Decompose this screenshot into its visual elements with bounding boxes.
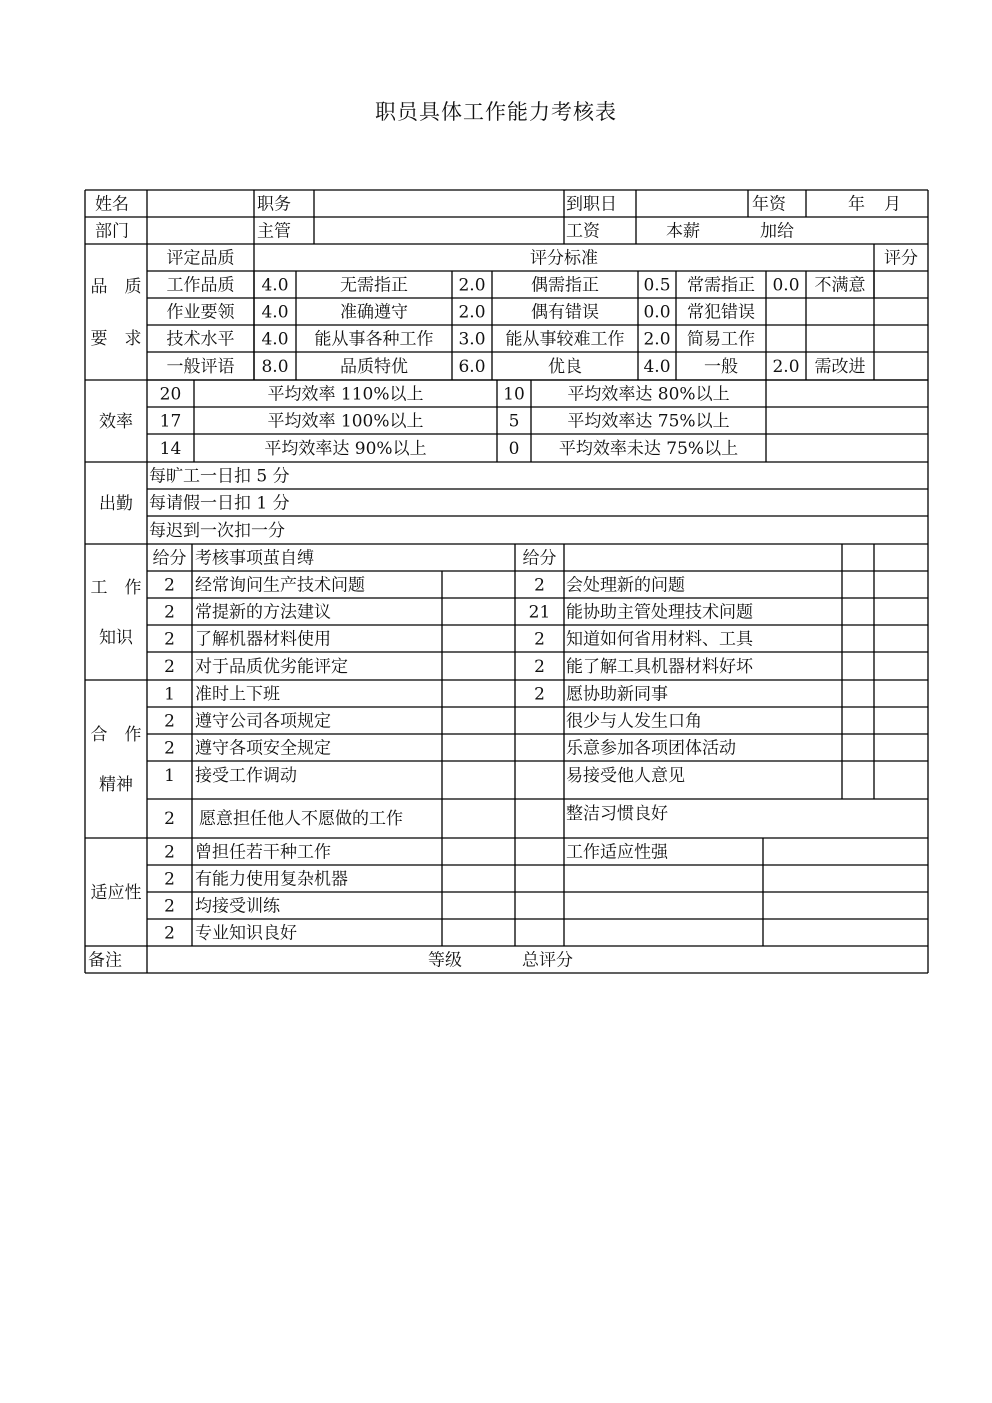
- knowledge-item: 了解机器材料使用: [195, 629, 331, 650]
- quality-cell: 2.0: [458, 302, 486, 323]
- total-score-label: 总评分: [522, 950, 573, 971]
- cooperation-item: 遵守公司各项规定: [195, 711, 331, 732]
- adaptability-item: 工作适应性强: [566, 842, 668, 863]
- adaptability-score: 2: [164, 869, 175, 890]
- quality-cell: 工作品质: [166, 275, 235, 296]
- cooperation-item: 准时上下班: [195, 684, 280, 705]
- wage-label: 工资: [566, 221, 600, 242]
- quality-cell: 优良: [548, 357, 582, 377]
- col-knowledge-item: 考核事项茧自缚: [195, 548, 314, 569]
- quality-cell: 2.0: [643, 329, 671, 350]
- knowledge-score: 2: [164, 629, 175, 650]
- adaptability-item: 曾担任若干种工作: [195, 842, 331, 863]
- efficiency-score: 20: [159, 384, 182, 405]
- department-label: 部门: [95, 221, 129, 242]
- quality-cell: 4.0: [261, 302, 289, 323]
- name-label: 姓名: [95, 194, 129, 215]
- quality-cell: 不满意: [814, 275, 866, 296]
- quality-section-label: 品 质: [90, 277, 142, 297]
- quality-cell: 简易工作: [687, 329, 755, 350]
- cooperation-score: 1: [164, 766, 175, 786]
- cooperation-section-label: 精神: [99, 775, 133, 795]
- efficiency-score: 14: [159, 439, 182, 459]
- knowledge-score: 2: [164, 575, 175, 596]
- cooperation-score: 2: [164, 738, 175, 759]
- quality-cell: 作业要领: [166, 302, 235, 323]
- cooperation-item: 愿协助新同事: [566, 684, 668, 705]
- efficiency-section-label: 效率: [99, 412, 133, 432]
- knowledge-score: 2: [164, 602, 175, 623]
- col-standard: 评分标准: [530, 248, 598, 269]
- quality-cell: 能从事较难工作: [505, 329, 625, 350]
- knowledge-item: 经常询问生产技术问题: [195, 575, 365, 596]
- quality-cell: 无需指正: [340, 275, 408, 296]
- month-unit: 月: [884, 194, 901, 215]
- knowledge-item: 常提新的方法建议: [195, 602, 331, 623]
- cooperation-item: 接受工作调动: [195, 766, 297, 786]
- quality-cell: 常犯错误: [687, 302, 755, 323]
- cooperation-item: 乐意参加各项团体活动: [566, 738, 736, 759]
- arrival-date-label: 到职日: [566, 194, 617, 215]
- quality-cell: 2.0: [772, 357, 800, 377]
- quality-cell: 2.0: [458, 275, 486, 296]
- quality-cell: 0.5: [643, 275, 671, 296]
- knowledge-item: 能协助主管处理技术问题: [566, 602, 753, 623]
- efficiency-standard: 平均效率 110%以上: [267, 384, 424, 405]
- adaptability-score: 2: [164, 896, 175, 917]
- quality-cell: 0.0: [643, 302, 671, 323]
- cooperation-score: 2: [164, 711, 175, 732]
- col-knowledge-score: 给分: [152, 548, 187, 569]
- knowledge-score: 2: [534, 575, 545, 596]
- quality-cell: 一般评语: [166, 357, 235, 377]
- quality-cell: 需改进: [814, 357, 866, 377]
- remark-label: 备注: [88, 950, 122, 971]
- quality-cell: 8.0: [261, 357, 289, 377]
- quality-cell: 0.0: [772, 275, 800, 296]
- quality-cell: 技术水平: [166, 329, 235, 350]
- efficiency-standard: 平均效率未达 75%以上: [558, 439, 739, 459]
- form-title: 职员具体工作能力考核表: [375, 100, 617, 124]
- table-text: [88, 194, 918, 971]
- adaptability-score: 2: [164, 923, 175, 944]
- knowledge-score: 2: [534, 657, 545, 677]
- quality-cell: 4.0: [261, 329, 289, 350]
- adaptability-item: 有能力使用复杂机器: [195, 869, 348, 890]
- quality-cell: 4.0: [643, 357, 671, 377]
- adaptability-item: 均接受训练: [195, 896, 280, 917]
- knowledge-section-label: 知识: [99, 628, 133, 648]
- cooperation-score: 1: [164, 684, 175, 705]
- quality-cell: 3.0: [458, 329, 486, 350]
- base-pay-label: 本薪: [666, 221, 700, 242]
- position-label: 职务: [257, 194, 291, 215]
- efficiency-score: 0: [508, 439, 520, 459]
- cooperation-item: 易接受他人意见: [566, 766, 685, 786]
- attendance-rule: 每旷工一日扣 5 分: [149, 466, 290, 487]
- efficiency-score: 10: [503, 384, 525, 405]
- cooperation-score: 2: [534, 684, 545, 705]
- efficiency-standard: 平均效率达 75%以上: [567, 411, 730, 432]
- attendance-section-label: 出勤: [99, 494, 133, 514]
- quality-cell: 品质特优: [340, 357, 408, 377]
- quality-section-label: 要 求: [90, 329, 142, 349]
- quality-cell: 能从事各种工作: [314, 329, 434, 350]
- quality-cell: 4.0: [261, 275, 289, 296]
- knowledge-score: 2: [534, 629, 545, 650]
- quality-cell: 偶有错误: [531, 302, 599, 323]
- col-quality-item: 评定品质: [166, 248, 235, 269]
- cooperation-item: 整洁习惯良好: [566, 804, 668, 824]
- knowledge-section-label: 工 作: [90, 578, 142, 598]
- quality-cell: 常需指正: [687, 275, 755, 296]
- attendance-rule: 每迟到一次扣一分: [149, 521, 285, 541]
- efficiency-standard: 平均效率 100%以上: [267, 411, 424, 432]
- knowledge-score: 2: [164, 657, 175, 677]
- supervisor-label: 主管: [257, 221, 291, 242]
- quality-cell: 准确遵守: [340, 302, 408, 323]
- year-unit: 年: [848, 194, 865, 215]
- quality-cell: 6.0: [458, 357, 486, 377]
- cooperation-item: 遵守各项安全规定: [195, 738, 331, 759]
- col-knowledge-score-2: 给分: [522, 548, 557, 569]
- knowledge-score: 21: [528, 602, 551, 623]
- knowledge-item: 会处理新的问题: [566, 575, 685, 596]
- adaptability-section-label: 适应性: [90, 883, 142, 903]
- seniority-label: 年资: [752, 194, 786, 215]
- efficiency-score: 5: [508, 411, 520, 432]
- knowledge-item: 知道如何省用材料、工具: [566, 629, 753, 650]
- cooperation-item: 愿意担任他人不愿做的工作: [199, 809, 403, 829]
- adaptability-item: 专业知识良好: [195, 923, 297, 944]
- attendance-rule: 每请假一日扣 1 分: [149, 493, 290, 514]
- knowledge-item: 对于品质优劣能评定: [195, 657, 348, 677]
- quality-cell: 偶需指正: [531, 275, 599, 296]
- efficiency-standard: 平均效率达 80%以上: [567, 384, 730, 405]
- bonus-label: 加给: [760, 221, 794, 242]
- cooperation-score: 2: [164, 809, 175, 829]
- quality-cell: 一般: [704, 357, 738, 377]
- efficiency-score: 17: [159, 411, 182, 432]
- efficiency-standard: 平均效率达 90%以上: [264, 439, 427, 459]
- col-score: 评分: [884, 248, 918, 269]
- knowledge-item: 能了解工具机器材料好坏: [566, 657, 753, 677]
- adaptability-score: 2: [164, 842, 175, 863]
- grade-label: 等级: [428, 950, 462, 971]
- cooperation-item: 很少与人发生口角: [566, 711, 702, 732]
- cooperation-section-label: 合 作: [90, 725, 142, 745]
